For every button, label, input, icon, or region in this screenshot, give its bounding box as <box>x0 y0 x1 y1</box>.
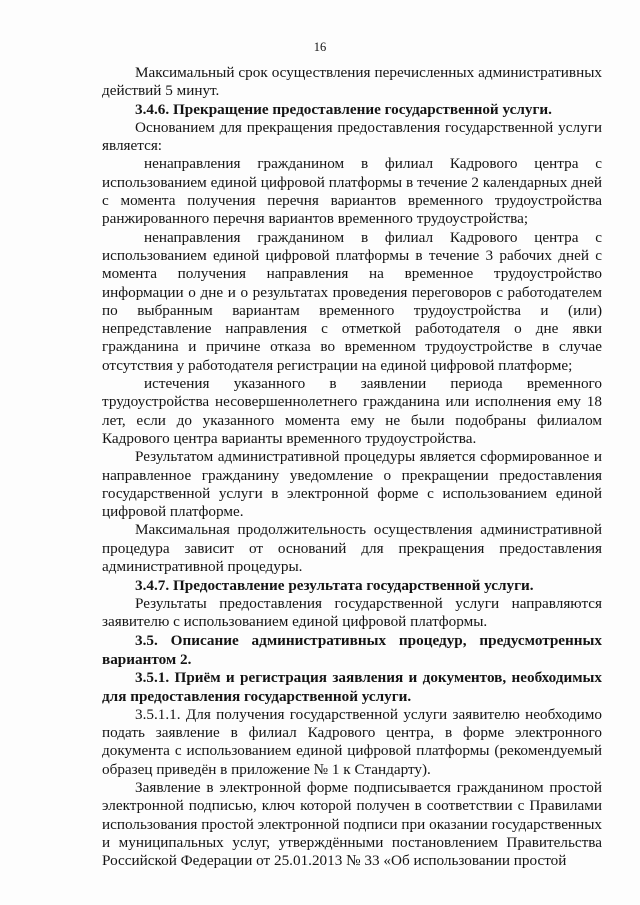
list-item-ground-2: ненаправления гражданином в филиал Кадрового центра с использованием единой цифровой платформы в течение 3 рабочих дней с момента получения направления на временное трудоустройство информации о дне и о результатах проведения переговоров с работодателем по выбранным вариантам временного трудоустройства и (или) непредставление направления с отметкой работодателя о дне явки гражданина и причине отказа во временном трудоустройстве в случае отсутствия у работодателя регистрации на единой цифровой платформе; <box>102 228 602 374</box>
paragraph-results-delivery: Результаты предоставления государственной услуги направляются заявителю с использованием единой цифровой платформы. <box>102 595 602 631</box>
heading-3-5-1: 3.5.1. Приём и регистрация заявления и документов, необходимых для предоставления государственной услуги. <box>102 669 602 705</box>
heading-3-4-7: 3.4.7. Предоставление результата государственной услуги. <box>135 576 534 594</box>
paragraph-grounds: Основанием для прекращения предоставления государственной услуги является: <box>102 118 602 155</box>
paragraph-result: Результатом административной процедуры является сформированное и направленное гражданину уведомление о прекращении предоставления государственной услуги в электронной форме с использованием единой цифровой платформе. <box>102 448 602 521</box>
page-number: 16 <box>313 40 327 54</box>
paragraph-3-5-1-1: 3.5.1.1. Для получения государственной услуги заявителю необходимо подать заявление в филиал Кадрового центра, в форме электронного документа с использованием единой цифровой платформы (рекомендуемый образец приведён в приложение № 1 к Стандарту). <box>102 705 602 778</box>
heading-3-5: 3.5. Описание административных процедур, предусмотренных вариантом 2. <box>102 632 602 668</box>
list-item-ground-3: истечения указанного в заявлении периода временного трудоустройства несовершеннолетнего гражданина или исполнения ему 18 лет, если до указанного момента ему не были подобраны филиалом Кадрового центра варианты временного трудоустройства. <box>102 375 602 447</box>
page-content <box>102 64 602 871</box>
paragraph-electronic-signature: Заявление в электронной форме подписывается гражданином простой электронной подписью, ключ которой получен в соответствии с Правилами использования простой электронной подписи при оказании государственных и муниципальных услуг, утверждёнными постановлением Правительства Российской Федерации от 25.01.2013 № 33 «Об использовании простой <box>102 779 602 870</box>
paragraph-max-procedure-duration: Максимальная продолжительность осуществления административной процедура зависит от оснований для прекращения предоставления административной процедуры. <box>102 521 602 576</box>
heading-3-4-6: 3.4.6. Прекращение предоставление государственной услуги. <box>135 100 552 118</box>
list-item-ground-1: ненаправления гражданином в филиал Кадрового центра с использованием единой цифровой платформы в течение 2 календарных дней с момента получения перечня вариантов временного трудоустройства ранжированного перечня вариантов временного трудоустройства; <box>102 155 602 228</box>
paragraph-max-duration: Максимальный срок осуществления перечисленных административных действий 5 минут. <box>102 64 602 100</box>
